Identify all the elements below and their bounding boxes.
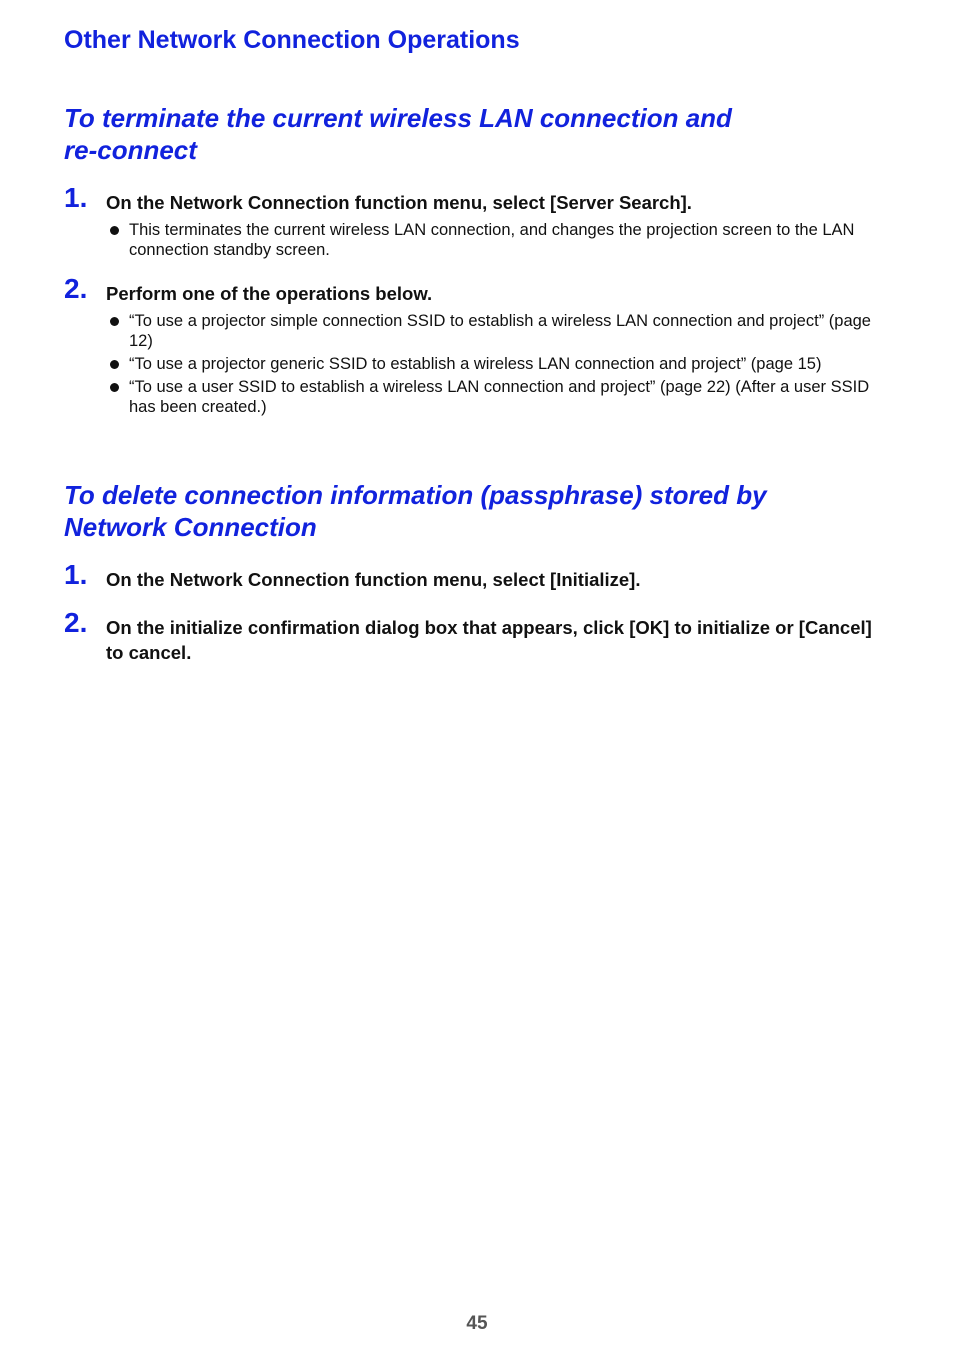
bullet-dot-icon [110, 317, 119, 326]
step-text: On the Network Connection function menu, select [Server Search]. [106, 192, 692, 213]
list-item [108, 377, 890, 417]
bullet-dot-icon [110, 360, 119, 369]
bullet-text: “To use a user SSID to establish a wireless LAN connection and project” (page 22) (After a user SSID has been created.) [129, 378, 870, 416]
list-item [108, 354, 890, 374]
step-number: 2. [64, 273, 88, 304]
step-text: On the initialize confirmation dialog box that appears, click [OK] to initialize or [Cancel] to cancel. [106, 617, 872, 663]
bullet-text: This terminates the current wireless LAN connection, and changes the projection screen to the LAN connection standby screen. [129, 221, 855, 259]
bullet-text: “To use a projector simple connection SSID to establish a wireless LAN connection and project” (page 12) [129, 312, 871, 350]
section-title-line: To delete connection information (passphrase) stored by [64, 480, 767, 510]
section-title-line: To terminate the current wireless LAN connection and [64, 103, 732, 133]
step-2-options [108, 311, 890, 420]
page-number: 45 [466, 1313, 488, 1334]
step-text: Perform one of the operations below. [106, 283, 433, 304]
section-title-terminate [64, 102, 732, 166]
bullet-dot-icon [110, 226, 119, 235]
step-1-notes [108, 220, 890, 263]
step-number: 2. [64, 607, 88, 638]
step-text: On the Network Connection function menu, select [Initialize]. [106, 569, 641, 590]
section-title-line: re-connect [64, 135, 197, 165]
bullet-text: “To use a projector generic SSID to establish a wireless LAN connection and project” (page 15) [129, 355, 822, 373]
section-title-delete [64, 479, 767, 543]
step-number: 1. [64, 182, 88, 213]
page-heading: Other Network Connection Operations [64, 26, 520, 54]
list-item [108, 220, 890, 260]
section-title-line: Network Connection [64, 512, 317, 542]
step-number: 1. [64, 559, 88, 590]
bullet-dot-icon [110, 383, 119, 392]
list-item [108, 311, 890, 351]
